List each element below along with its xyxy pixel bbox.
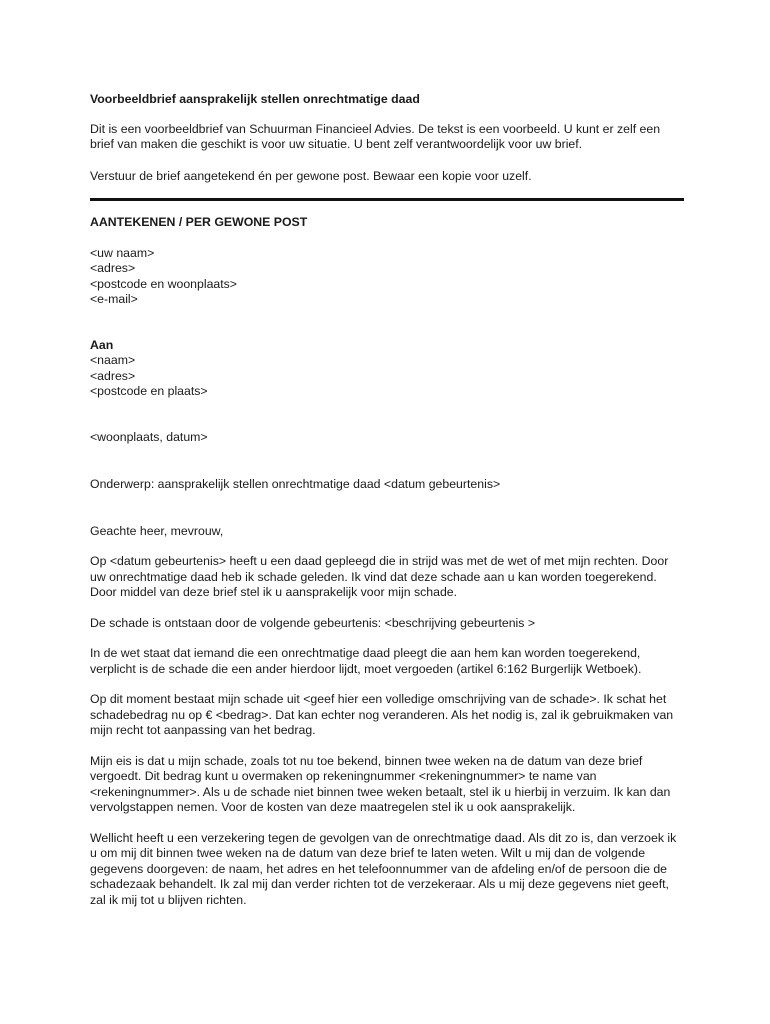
body-paragraph: Op <datum gebeurtenis> heeft u een daad gepleegd die in strijd was met de wet of met mijn rechten. Door uw onrechtmatige daad heb ik schade geleden. Ik vind dat deze schade aan u kan worden toegerekend. Door middel van deze brief stel ik u aansprakelijk voor mijn schade. <box>90 554 669 599</box>
recipient-label: Aan <box>90 337 114 352</box>
body-paragraph: Wellicht heeft u een verzekering tegen de gevolgen van de onrechtmatige daad. Als dit zo is, dan verzoek ik u om mij dit binnen twee weken na de datum van deze brief te laten weten. Wilt u mij dan de volgende gegevens doorgeven: de naam, het adres en het telefoonnummer van de afdeling en/of de persoon die de schadezaak behandelt. Ik zal mij dan verder richten tot de verzekeraar. Als u mij deze gegevens niet geeft, zal ik mij tot u blijven richten. <box>90 830 677 907</box>
place-and-date: <woonplaats, datum> <box>90 429 208 444</box>
salutation: Geachte heer, mevrouw, <box>90 523 224 538</box>
subject-line: Onderwerp: aansprakelijk stellen onrechtmatige daad <datum gebeurtenis> <box>90 477 501 491</box>
body-paragraph: De schade is ontstaan door de volgende gebeurtenis: <beschrijving gebeurtenis > <box>90 615 536 630</box>
horizontal-divider <box>90 198 684 201</box>
intro-paragraph: Dit is een voorbeeldbrief van Schuurman Financieel Advies. De tekst is een voorbeeld. U kunt er zelf een brief van maken die geschikt is voor uw situatie. U bent zelf verantwoordelijk voor uw brief. <box>90 121 661 151</box>
body-paragraph: In de wet staat dat iemand die een onrechtmatige daad pleegt die aan hem kan worden toegerekend, verplicht is de schade die een ander hierdoor lijdt, moet vergoeden (artikel 6:162 Burgerlijk Wetboek). <box>90 646 642 676</box>
instruction-paragraph: Verstuur de brief aangetekend én per gewone post. Bewaar een kopie voor uzelf. <box>90 168 532 183</box>
mailing-instruction-header: AANTEKENEN / PER GEWONE POST <box>90 215 308 229</box>
document-title: Voorbeeldbrief aansprakelijk stellen onrechtmatige daad <box>90 92 420 106</box>
recipient-address-block: <naam> <adres> <postcode en plaats> <box>90 353 208 398</box>
body-paragraph: Op dit moment bestaat mijn schade uit <geef hier een volledige omschrijving van de schade>. Ik schat het schadebedrag nu op € <bedrag>. Dat kan echter nog veranderen. Als het nodig is, zal ik gebruikmaken van mijn recht tot aanpassing van het bedrag. <box>90 692 674 737</box>
sender-address-block: <uw naam> <adres> <postcode en woonplaats> <e-mail> <box>90 245 237 306</box>
letter-page <box>90 92 682 923</box>
body-paragraph: Mijn eis is dat u mijn schade, zoals tot nu toe bekend, binnen twee weken na de datum van deze brief vergoedt. Dit bedrag kunt u overmaken op rekeningnummer <rekeningnummer> te name van <rekeningnummer>. Als u de schade niet binnen twee weken betaalt, stel ik u hierbij in verzuim. Ik kan dan vervolgstappen nemen. Voor de kosten van deze maatregelen stel ik u ook aansprakelijk. <box>90 753 671 814</box>
